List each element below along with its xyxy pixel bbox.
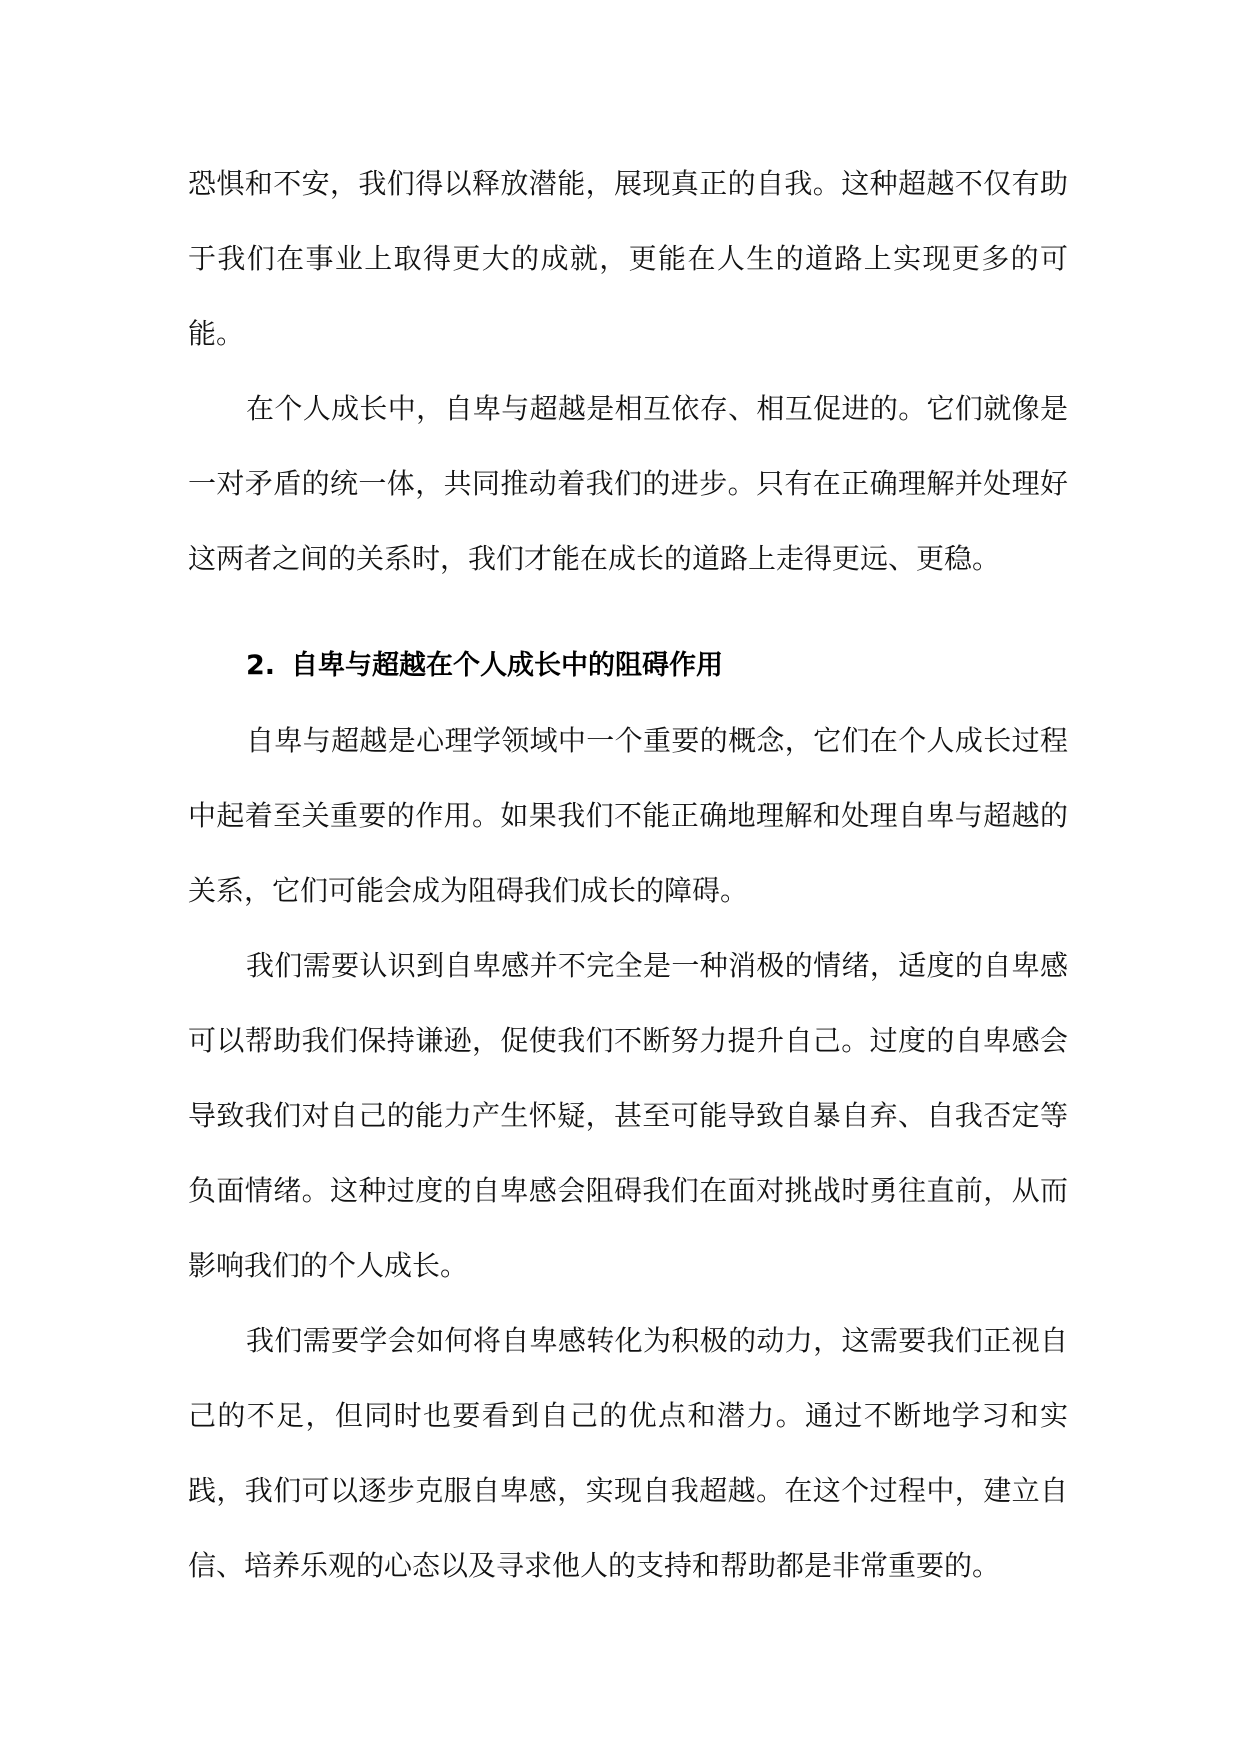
document-body [188, 146, 1068, 1603]
paragraph-inferiority-feeling: 我们需要认识到自卑感并不完全是一种消极的情绪，适度的自卑感可以帮助我们保持谦逊，促使我们不断努力提升自己。过度的自卑感会导致我们对自己的能力产生怀疑，甚至可能导致自暴自弃、自我否定等负面情绪。这种过度的自卑感会阻碍我们在面对挑战时勇往直前，从而影响我们的个人成长。 [188, 949, 1068, 1282]
paragraph-growth-relationship: 在个人成长中，自卑与超越是相互依存、相互促进的。它们就像是一对矛盾的统一体，共同推动着我们的进步。只有在正确理解并处理好这两者之间的关系时，我们才能在成长的道路上走得更远、更稳。 [188, 392, 1068, 575]
paragraph-transformation: 我们需要学会如何将自卑感转化为积极的动力，这需要我们正视自己的不足，但同时也要看到自己的优点和潜力。通过不断地学习和实践，我们可以逐步克服自卑感，实现自我超越。在这个过程中，建立自信、培养乐观的心态以及寻求他人的支持和帮助都是非常重要的。 [188, 1324, 1068, 1582]
section-number: 2. [246, 650, 276, 681]
paragraph-concept: 自卑与超越是心理学领域中一个重要的概念，它们在个人成长过程中起着至关重要的作用。如果我们不能正确地理解和处理自卑与超越的关系，它们可能会成为阻碍我们成长的障碍。 [188, 724, 1068, 907]
paragraph-continuation: 恐惧和不安，我们得以释放潜能，展现真正的自我。这种超越不仅有助于我们在事业上取得更大的成就，更能在人生的道路上实现更多的可能。 [188, 167, 1068, 350]
section-spacer [188, 596, 1068, 628]
section-heading [188, 628, 1068, 703]
section-title: 自卑与超越在个人成长中的阻碍作用 [291, 650, 724, 681]
